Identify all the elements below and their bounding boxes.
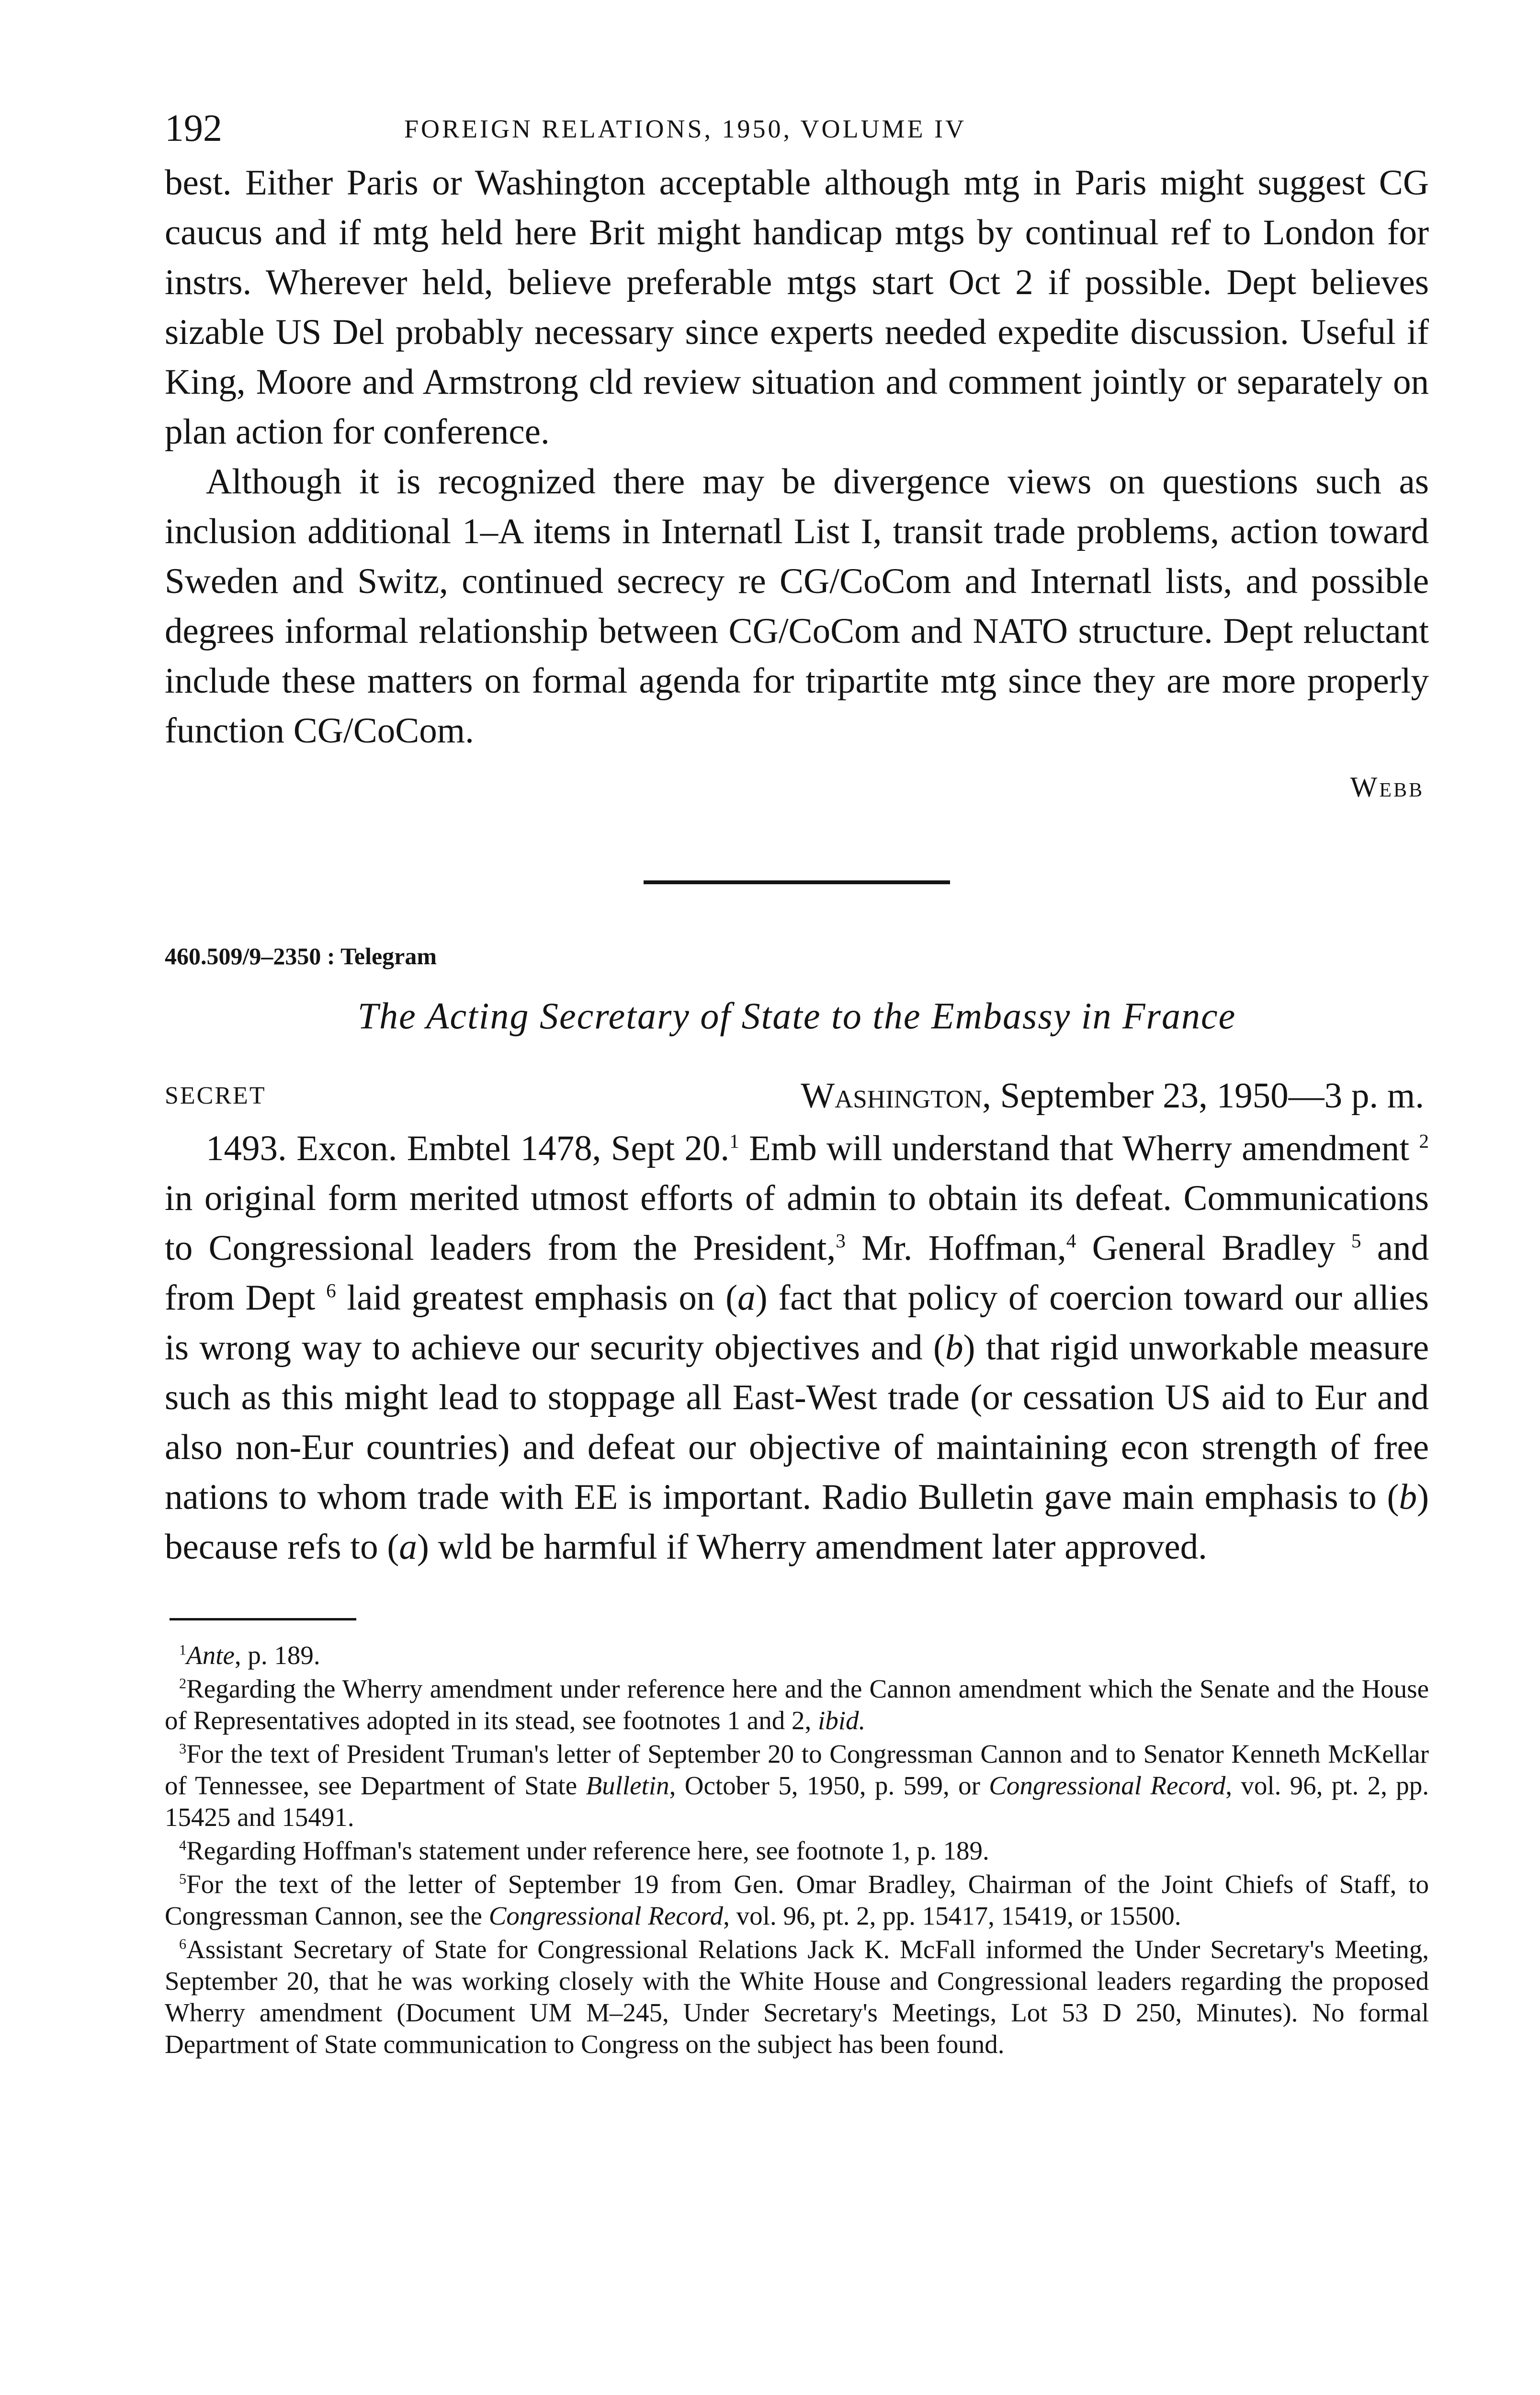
footnote-3 — [165, 1738, 1429, 1833]
item-letter: a — [399, 1527, 417, 1567]
footnote-ref: 1 — [729, 1130, 739, 1152]
telegram-body — [165, 1124, 1429, 1572]
footnote-text: , vol. 96, pt. 2, pp. 15417, 15419, or 15500. — [723, 1901, 1181, 1930]
footnote-ref: 5 — [1351, 1230, 1361, 1252]
document-title: The Acting Secretary of State to the Embassy in France — [357, 995, 1236, 1037]
date-text: , September 23, 1950—3 p. m. — [982, 1076, 1424, 1116]
dateline — [165, 1071, 1429, 1124]
footnote-italic: Ante — [186, 1641, 235, 1670]
footnote-italic: Bulletin — [586, 1771, 669, 1800]
signature-webb: Webb — [1350, 771, 1424, 803]
footnote-text: , vol. 96, pt. 2, pp. 15425 and 15491. — [165, 1771, 1429, 1832]
body-text: 1493. Excon. Embtel 1478, Sept 20. — [206, 1129, 730, 1168]
body-text: ) wld be harmful if Wherry amendment later approved. — [417, 1527, 1207, 1567]
body-text: ) fact that policy of coercion toward our allies is wrong way to achieve our security objectives and ( — [165, 1278, 1429, 1368]
footnotes — [165, 1640, 1429, 2060]
footnote-text: For the text of the letter of September 19 from Gen. Omar Bradley, Chairman of the Joint Chiefs of Staff, to Congressman Cannon, see the — [165, 1870, 1429, 1930]
body-text: General Bradley — [1076, 1228, 1351, 1268]
footnote-6 — [165, 1934, 1429, 2060]
footnote-ref: 3 — [836, 1230, 846, 1252]
body-text: laid greatest emphasis on ( — [336, 1278, 738, 1318]
footnote-text: Assistant Secretary of State for Congressional Relations Jack K. McFall informed the Under Secretary's Meeting, September 20, that he was working closely with the White House and Congressional leaders regarding the proposed Wherry amendment (Document UM M–245, Under Secretary's Meetings, Lot 53 D 250, Minutes). No formal Department of State communication to Congress on the subject has been found. — [165, 1935, 1429, 2059]
footnote-text: For the text of President Truman's letter of September 20 to Congressman Cannon and to Senator Kenneth McKellar of Tennessee, see Department of State — [165, 1739, 1429, 1800]
footnote-ref: 2 — [1419, 1130, 1429, 1152]
body-text: ) because refs to ( — [165, 1477, 1429, 1567]
section-separator — [644, 880, 950, 884]
body-text: and from Dept — [165, 1228, 1429, 1318]
footnote-italic: Congressional Record — [488, 1901, 724, 1930]
footnote-ref: 6 — [326, 1279, 336, 1301]
item-letter: b — [1399, 1477, 1417, 1517]
document-page — [165, 105, 1429, 2062]
date-place — [801, 1071, 1424, 1121]
footnote-ref: 4 — [1066, 1230, 1076, 1252]
place-name: Washington — [801, 1076, 983, 1116]
body-text: Emb will understand that Wherry amendment — [739, 1129, 1419, 1168]
footnote-marker: 6 — [179, 1936, 187, 1952]
body-text: ) that rigid unworkable measure such as this might lead to stoppage all East-West trade (or cessation US aid to Eur and also non-Eur countries) and defeat our objective of maintaining econ strength of free nations to whom trade with EE is important. Radio Bulletin gave main emphasis to ( — [165, 1328, 1429, 1517]
footnote-text: , p. 189. — [234, 1641, 320, 1670]
body-text: Mr. Hoffman, — [845, 1228, 1066, 1268]
footnote-1 — [165, 1640, 1429, 1671]
classification-label: SECRET — [165, 1082, 266, 1109]
continued-paragraph-1: best. Either Paris or Washington acceptable although mtg in Paris might suggest CG caucus and if mtg held here Brit might handicap mtgs by continual ref to London for instrs. Wherever held, believe preferable mtgs start Oct 2 if possible. Dept believes sizable US Del probably necessary since experts needed expedite discussion. Useful if King, Moore and Armstrong cld review situation and comment jointly or separately on plan action for conference. — [165, 163, 1429, 452]
item-letter: b — [945, 1328, 963, 1368]
footnote-marker: 5 — [179, 1870, 187, 1887]
footnote-text: Regarding Hoffman's statement under reference here, see footnote 1, p. 189. — [186, 1836, 989, 1865]
footnote-marker: 2 — [179, 1675, 187, 1692]
footnote-text: Regarding the Wherry amendment under reference here and the Cannon amendment which the Senate and the House of Representatives adopted in its stead, see footnotes 1 and 2, — [165, 1674, 1429, 1735]
footnote-marker: 3 — [179, 1740, 187, 1757]
body-text: in original form merited utmost efforts of admin to obtain its defeat. Communications to Congressional leaders from the President, — [165, 1178, 1429, 1268]
footnote-4 — [165, 1835, 1429, 1867]
file-reference: 460.509/9–2350 : Telegram — [165, 943, 437, 969]
footnote-italic: Congressional Record — [989, 1771, 1226, 1800]
continued-paragraph-2: Although it is recognized there may be divergence views on questions such as inclusion additional 1–A items in Internatl List I, transit trade problems, action toward Sweden and Switz, continued secrecy re CG/CoCom and Internatl lists, and possible degrees informal relationship between CG/CoCom and NATO structure. Dept reluctant include these matters on formal agenda for tripartite mtg since they are more properly function CG/CoCom. — [165, 462, 1429, 751]
running-head — [165, 105, 1429, 158]
footnote-rule — [170, 1618, 356, 1620]
item-letter: a — [737, 1278, 756, 1318]
footnote-marker: 1 — [179, 1642, 187, 1658]
running-title: FOREIGN RELATIONS, 1950, VOLUME IV — [404, 114, 966, 143]
footnote-italic: ibid. — [817, 1706, 866, 1735]
footnote-text: , October 5, 1950, p. 599, or — [669, 1771, 989, 1800]
footnote-marker: 4 — [179, 1837, 187, 1854]
page-number: 192 — [165, 107, 222, 149]
footnote-2 — [165, 1673, 1429, 1736]
footnote-5 — [165, 1869, 1429, 1932]
